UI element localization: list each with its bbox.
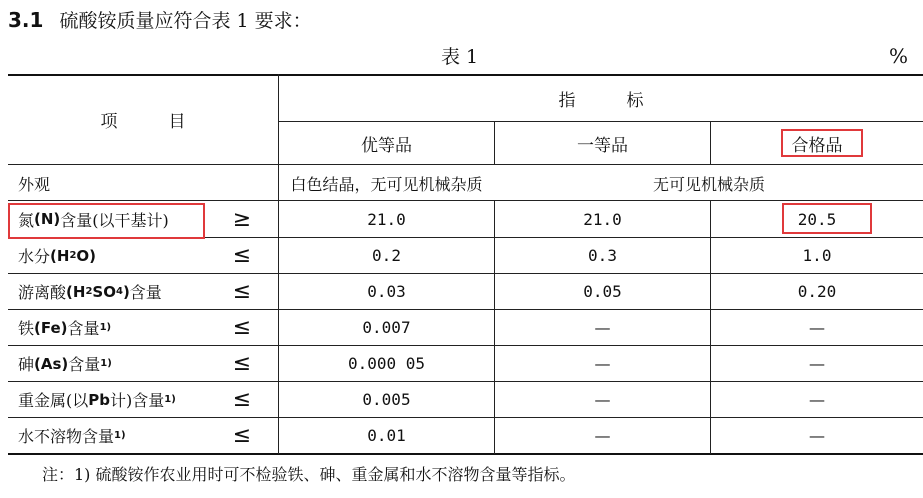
- arsenic-superior: 0.000 05: [347, 354, 426, 373]
- water-insoluble-superior: 0.01: [367, 426, 406, 445]
- moisture-qualified: 1.0: [802, 246, 832, 265]
- appearance-first-and-qualified: 无可见机械杂质: [652, 174, 765, 194]
- row-label-heavy-metals: 重金属(以 Pb 计)含量 1): [18, 390, 176, 410]
- row-label-arsenic: 砷 (As) 含量 1): [18, 354, 112, 374]
- symbol-arsenic: ≤: [232, 351, 252, 376]
- header-grade-first: 一等品: [577, 135, 628, 156]
- symbol-moisture: ≤: [232, 243, 252, 268]
- highlight-qualified-header: [781, 129, 863, 157]
- heavy-metals-qualified: —: [809, 390, 825, 409]
- arsenic-qualified: —: [809, 354, 825, 373]
- section-text: 硫酸铵质量应符合表 1 要求：: [59, 10, 312, 32]
- arsenic-first: —: [594, 354, 611, 373]
- footnote: 注：1) 硫酸铵作农业用时可不检验铁、砷、重金属和水不溶物含量等指标。: [42, 465, 576, 484]
- free-acid-qualified: 0.20: [797, 282, 837, 301]
- water-insoluble-qualified: —: [809, 426, 825, 445]
- highlight-nitrogen-qualified: [782, 203, 872, 234]
- section-heading: [8, 6, 312, 33]
- symbol-water-insoluble: ≤: [232, 423, 252, 448]
- iron-superior: 0.007: [362, 318, 411, 337]
- nitrogen-superior: 21.0: [367, 209, 406, 229]
- unit-label: %: [889, 44, 909, 68]
- row-label-water-insoluble: 水不溶物含量 1): [18, 427, 126, 446]
- row-label-moisture: 水分 (H 2 O): [18, 246, 97, 266]
- free-acid-first: 0.05: [583, 282, 622, 301]
- symbol-iron: ≤: [232, 315, 252, 340]
- nitrogen-first: 21.0: [583, 209, 622, 229]
- heavy-metals-superior: 0.005: [362, 390, 411, 409]
- heavy-metals-first: —: [594, 390, 611, 409]
- header-grade-qualified: 合格品: [791, 135, 843, 156]
- free-acid-superior: 0.03: [367, 282, 406, 301]
- moisture-first: 0.3: [588, 246, 617, 265]
- nitrogen-qualified: 20.5: [797, 209, 837, 229]
- table-caption: 表 1: [441, 46, 479, 68]
- row-label-appearance: 外观: [18, 174, 51, 194]
- row-label-iron: 铁 (Fe) 含量 1): [18, 318, 112, 338]
- appearance-superior: 白色结晶，无可见机械杂质: [290, 174, 483, 194]
- row-label-nitrogen: 氮 (N) 含量(以干基计): [18, 210, 169, 230]
- symbol-nitrogen: ≥: [232, 206, 252, 232]
- header-grade-superior: 优等品: [361, 135, 412, 156]
- iron-first: —: [594, 318, 611, 337]
- iron-qualified: —: [809, 318, 825, 337]
- section-number: 3.1: [8, 8, 44, 32]
- symbol-free-acid: ≤: [232, 279, 252, 304]
- header-indicator: 指 标: [558, 90, 644, 111]
- table-bottom-rule: [8, 453, 923, 455]
- water-insoluble-first: —: [594, 426, 611, 445]
- moisture-superior: 0.2: [372, 246, 401, 265]
- header-item: 项 目: [100, 112, 186, 132]
- row-label-free-acid: 游离酸 (H 2 SO 4 ) 含量: [18, 282, 162, 302]
- highlight-nitrogen-label: [8, 203, 205, 239]
- symbol-heavy-metals: ≤: [232, 387, 252, 412]
